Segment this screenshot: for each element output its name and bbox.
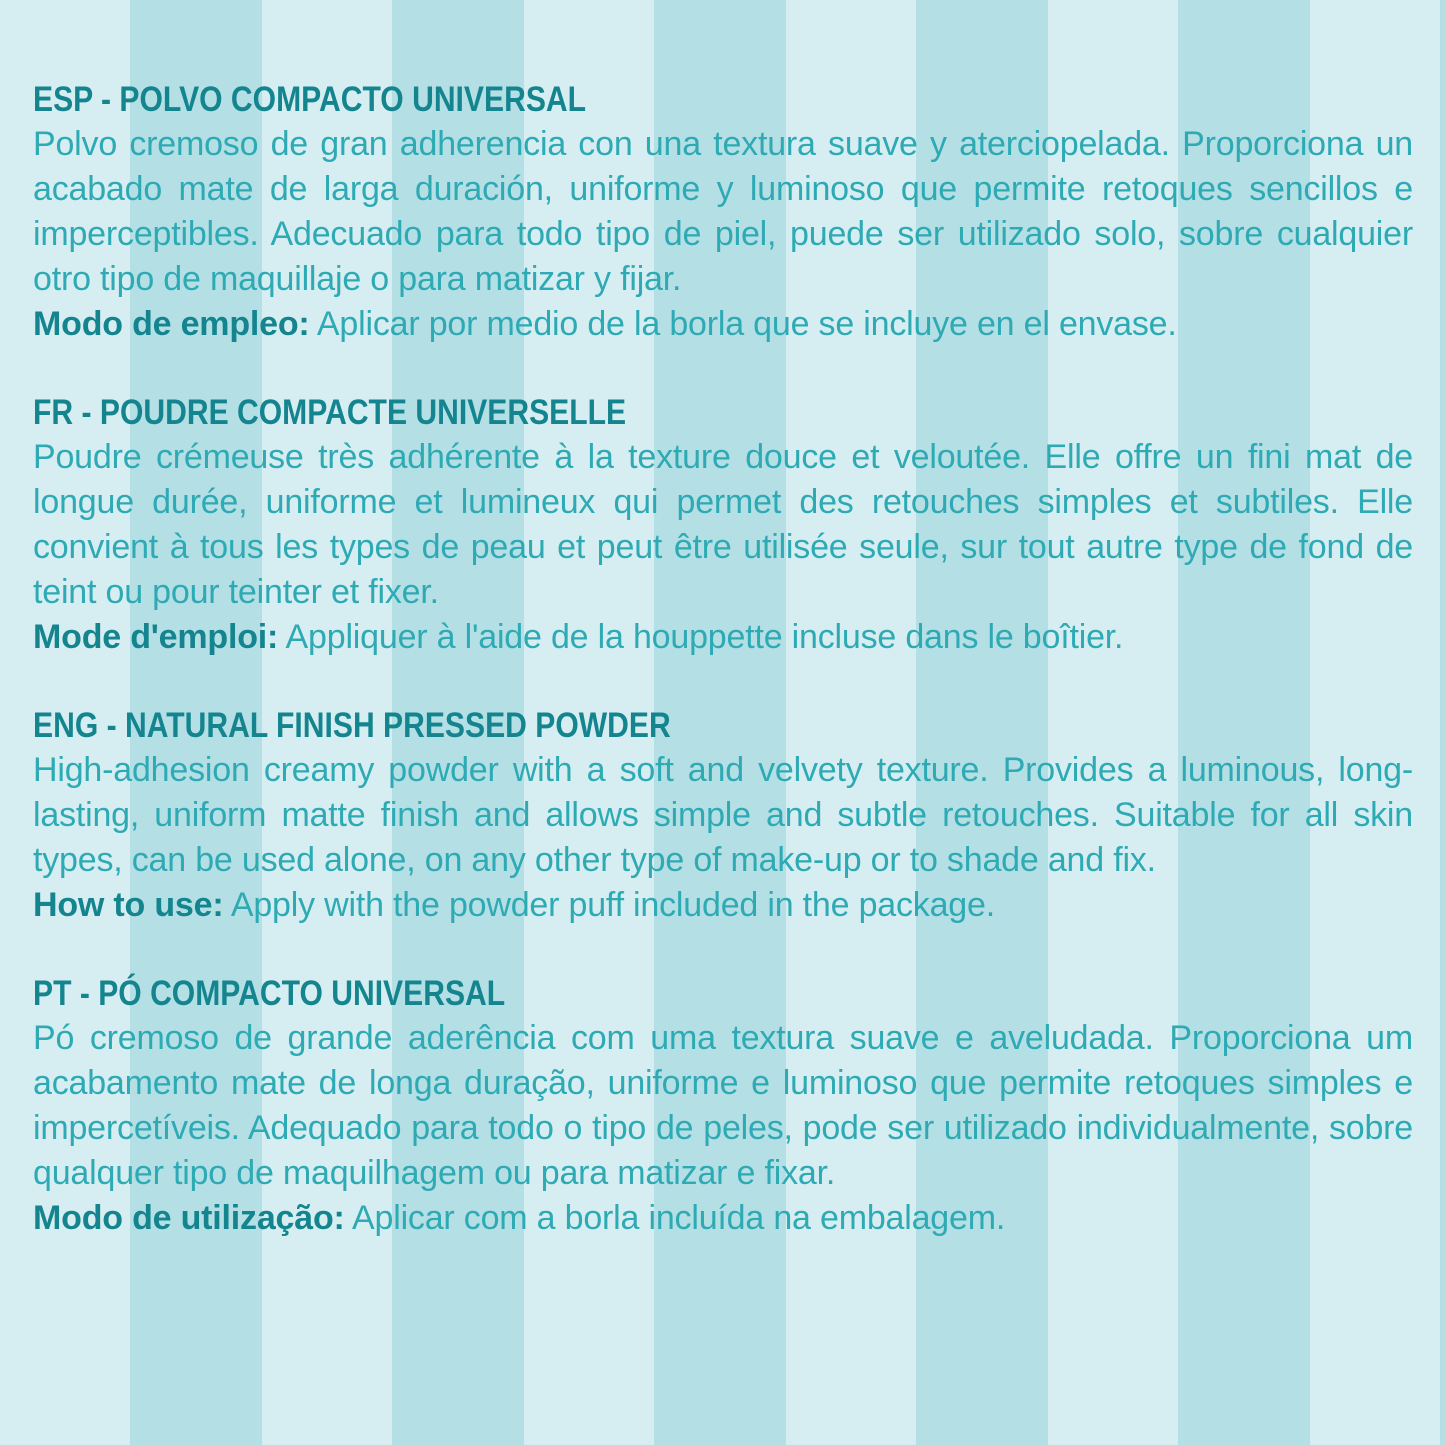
- section-heading: ENG - NATURAL FINISH PRESSED POWDER: [33, 706, 671, 745]
- usage-text: Aplicar com a borla incluída na embalagem.: [344, 1199, 1006, 1237]
- section-english: [33, 704, 1413, 928]
- usage-instructions: [33, 883, 1413, 928]
- usage-instructions: [33, 615, 1413, 660]
- usage-instructions: [33, 1196, 1413, 1241]
- section-heading: ESP - POLVO COMPACTO UNIVERSAL: [33, 80, 587, 119]
- section-body: Poudre crémeuse très adhérente à la texture douce et veloutée. Elle offre un fini mat de longue durée, uniforme et lumineux qui permet des retouches simples et subtiles. Elle convient à tous les types de peau et peut être utilisée seule, sur tout autre type de fond de teint ou pour teinter et fixer.: [33, 438, 1413, 611]
- usage-label: Modo de utilização:: [33, 1199, 345, 1237]
- section-body: Pó cremoso de grande aderência com uma textura suave e aveludada. Proporciona um acabamento mate de longa duração, uniforme e luminoso que permite retoques simples e impercetíveis. Adequado para todo o tipo de peles, pode ser utilizado individualmente, sobre qualquer tipo de maquilhagem ou para matizar e fixar.: [33, 1019, 1413, 1192]
- section-heading: PT - PÓ COMPACTO UNIVERSAL: [33, 974, 506, 1013]
- usage-text: Aplicar por medio de la borla que se incluye en el envase.: [309, 305, 1177, 343]
- usage-text: Appliquer à l'aide de la houppette incluse dans le boîtier.: [278, 618, 1124, 656]
- usage-label: Mode d'emploi:: [33, 618, 279, 656]
- usage-label: Modo de empleo:: [33, 305, 310, 343]
- section-spanish: [33, 78, 1413, 347]
- product-description-document: [33, 78, 1413, 1285]
- section-portuguese: [33, 972, 1413, 1241]
- section-french: [33, 391, 1413, 660]
- usage-instructions: [33, 302, 1413, 347]
- usage-text: Apply with the powder puff included in the package.: [223, 886, 995, 924]
- section-heading: FR - POUDRE COMPACTE UNIVERSELLE: [33, 393, 627, 432]
- usage-label: How to use:: [33, 886, 224, 924]
- section-body: High-adhesion creamy powder with a soft and velvety texture. Provides a luminous, long-lasting, uniform matte finish and allows simple and subtle retouches. Suitable for all skin types, can be used alone, on any other type of make-up or to shade and fix.: [33, 751, 1413, 879]
- section-body: Polvo cremoso de gran adherencia con una textura suave y aterciopelada. Proporciona un acabado mate de larga duración, uniforme y luminoso que permite retoques sencillos e imperceptibles. Adecuado para todo tipo de piel, puede ser utilizado solo, sobre cualquier otro tipo de maquillaje o para matizar y fijar.: [33, 125, 1413, 298]
